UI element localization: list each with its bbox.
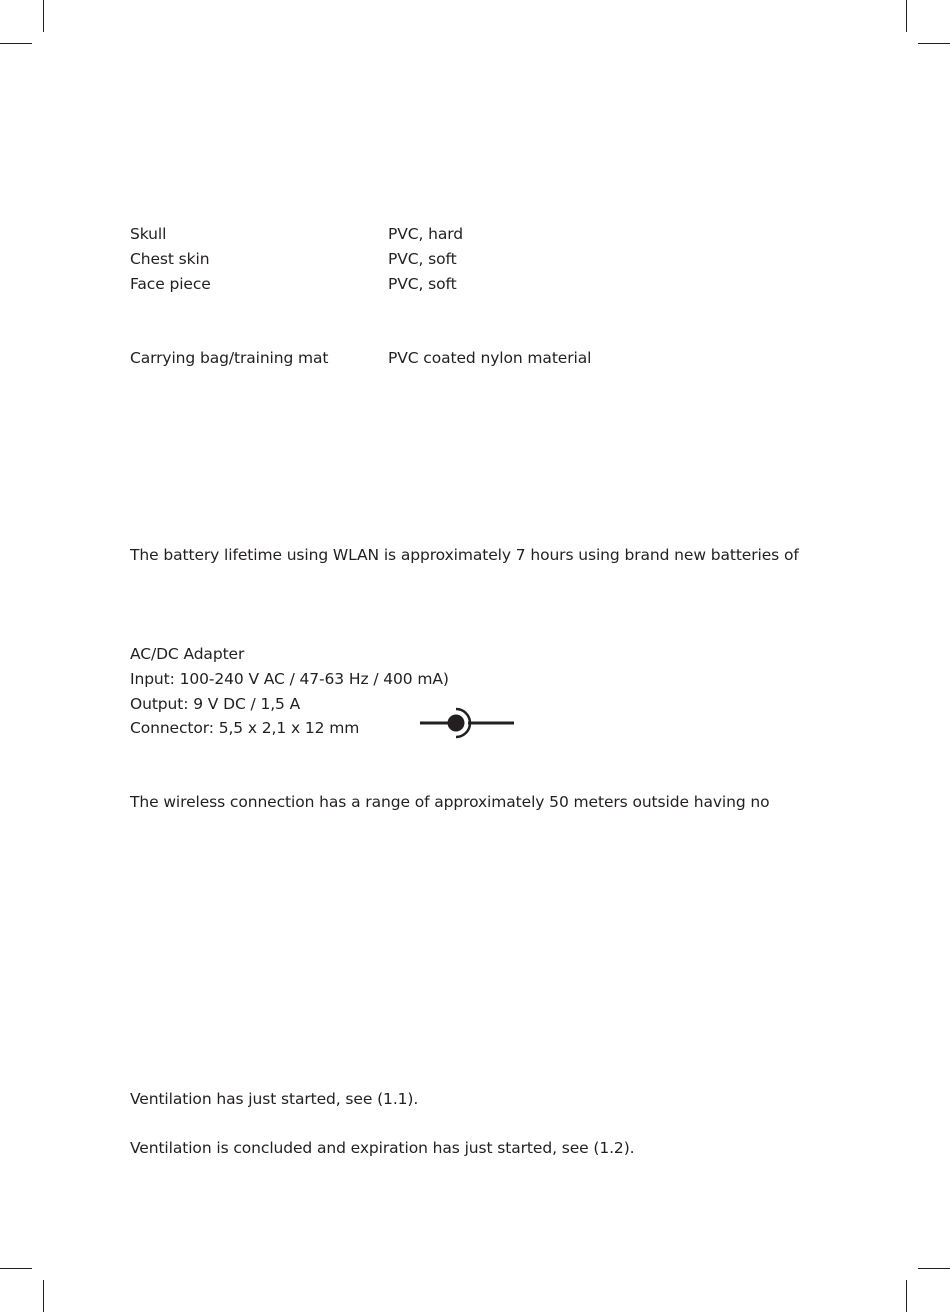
- dc-barrel-connector-icon: [420, 707, 514, 739]
- crop-mark-top-left-horizontal: [0, 43, 32, 44]
- material-part: Skull: [130, 225, 167, 243]
- material-part: Chest skin: [130, 250, 210, 268]
- adapter-connector: Connector: 5,5 x 2,1 x 12 mm: [130, 719, 360, 737]
- material-value: PVC, soft: [388, 275, 457, 293]
- bag-material: PVC coated nylon material: [388, 349, 592, 367]
- ventilation-started-text: Ventilation has just started, see (1.1).: [130, 1090, 419, 1108]
- crop-mark-top-right-horizontal: [918, 43, 950, 44]
- battery-lifetime-text: The battery lifetime using WLAN is approximately 7 hours using brand new batteries of: [130, 546, 799, 564]
- adapter-title: AC/DC Adapter: [130, 645, 245, 663]
- material-value: PVC, soft: [388, 250, 457, 268]
- crop-mark-bottom-right-vertical: [906, 1280, 907, 1312]
- crop-mark-bottom-right-horizontal: [918, 1268, 950, 1269]
- adapter-output: Output: 9 V DC / 1,5 A: [130, 695, 301, 713]
- ventilation-concluded-text: Ventilation is concluded and expiration has just started, see (1.2).: [130, 1139, 635, 1157]
- crop-mark-bottom-left-vertical: [43, 1280, 44, 1312]
- crop-mark-top-left-vertical: [43, 0, 44, 32]
- material-part: Face piece: [130, 275, 211, 293]
- material-value: PVC, hard: [388, 225, 463, 243]
- crop-mark-top-right-vertical: [906, 0, 907, 32]
- adapter-input: Input: 100-240 V AC / 47-63 Hz / 400 mA): [130, 670, 449, 688]
- crop-mark-bottom-left-horizontal: [0, 1268, 32, 1269]
- wireless-range-text: The wireless connection has a range of approximately 50 meters outside having no: [130, 793, 770, 811]
- bag-part: Carrying bag/training mat: [130, 349, 329, 367]
